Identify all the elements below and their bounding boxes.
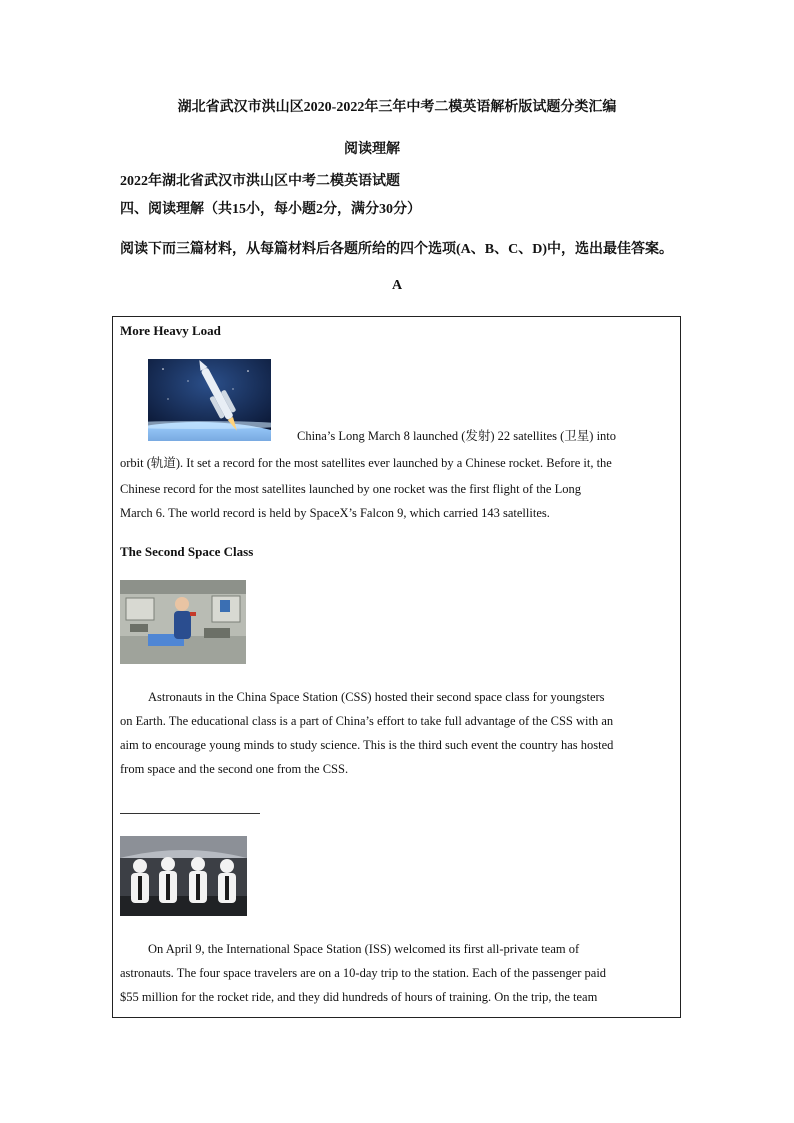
item3-line2: astronauts. The four space travelers are on a 10-day trip to the station. Each of the passenger paid [120,966,607,980]
item3-line3: $55 million for the rocket ride, and they did hundreds of hours of training. On the trip, the team [120,990,598,1004]
section-heading: 四、阅读理解（共15小，每小题2分，满分30分） [120,202,421,217]
item1-line2: orbit (轨道). It set a record for the most satellites ever launched by a Chinese rocket. Before it, the [120,456,612,470]
exam-name: 2022年湖北省武汉市洪山区中考二模英语试题 [120,174,400,189]
instruction: 阅读下而三篇材料，从每篇材料后各题所给的四个选项(A、B、C、D)中，选出最佳答案。 [120,242,673,257]
rocket-launch-image [148,359,271,441]
document-subtitle: 阅读理解 [344,142,400,157]
passage-letter: A [391,278,403,293]
astronauts-crew-image [120,836,247,916]
item2-line3: aim to encourage young minds to study science. This is the third such event the country has hosted [120,738,614,752]
space-station-class-image [120,580,246,664]
item1-line4: March 6. The world record is held by SpaceX’s Falcon 9, which carried 143 satellites. [120,506,550,520]
item2-heading: The Second Space Class [120,544,254,559]
item3-line1: On April 9, the International Space Station (ISS) welcomed its first all-private team of [148,942,580,956]
blank-heading-line [120,813,260,814]
item1-line3: Chinese record for the most satellites launched by one rocket was the first flight of the Long [120,482,581,496]
item2-line4: from space and the second one from the CSS. [120,762,349,776]
item1-line1: China’s Long March 8 launched (发射) 22 satellites (卫星) into [297,429,617,443]
item2-line1: Astronauts in the China Space Station (CSS) hosted their second space class for youngsters [148,690,605,704]
item1-heading: More Heavy Load [120,323,221,338]
item2-line2: on Earth. The educational class is a part of China’s effort to take full advantage of the CSS with an [120,714,614,728]
document-title: 湖北省武汉市洪山区2020-2022年三年中考二模英语解析版试题分类汇编 [177,100,617,115]
